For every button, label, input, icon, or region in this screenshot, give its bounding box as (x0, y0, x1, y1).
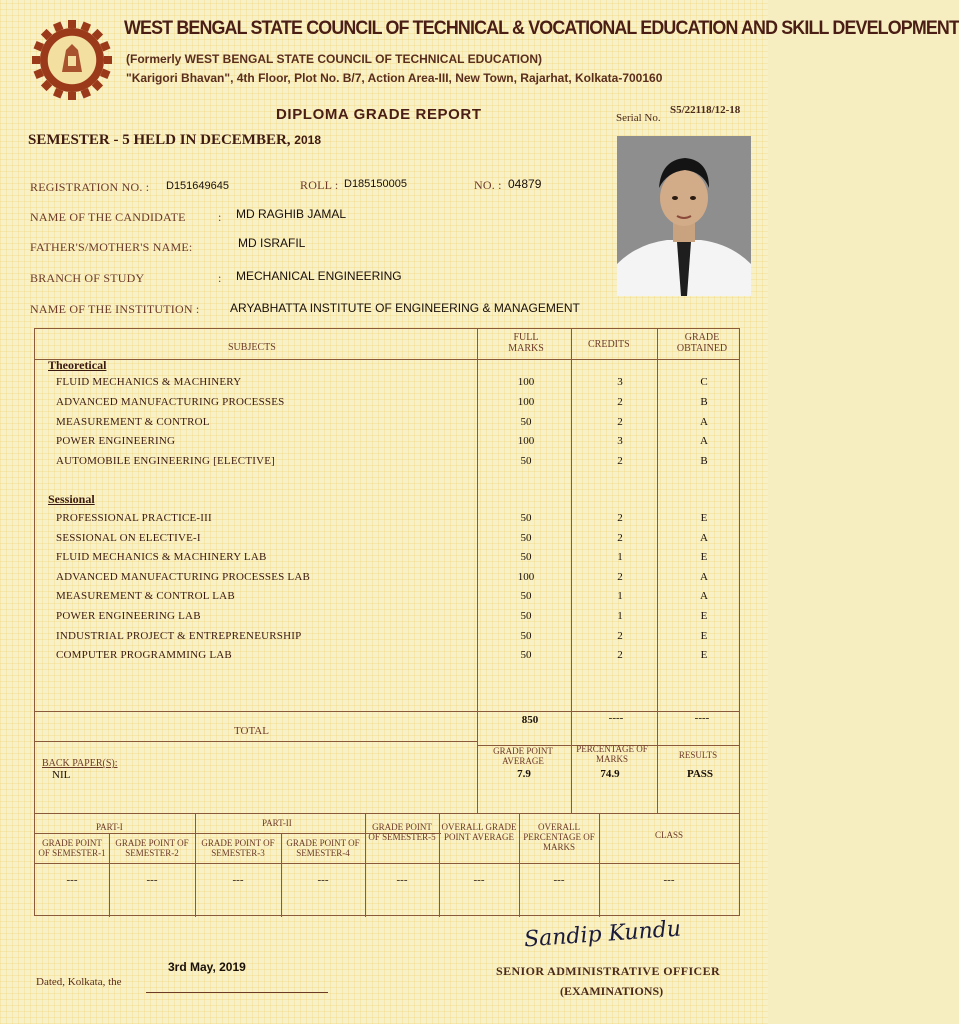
seal-cog-tooth (104, 56, 112, 64)
credits-header: CREDITS (588, 339, 630, 350)
summary-column-label: GRADE POINT OF SEMESTER-5 (368, 822, 436, 842)
grade-value: E (700, 649, 708, 662)
branch-label: BRANCH OF STUDY (30, 271, 145, 285)
no-label: NO. : (474, 178, 502, 192)
grade-value: E (700, 629, 708, 642)
officer-title: SENIOR ADMINISTRATIVE OFFICER (496, 964, 721, 978)
gpa-label: GRADE POINT AVERAGE (493, 746, 553, 766)
no-value: 04879 (508, 177, 542, 191)
subject-name: FLUID MECHANICS & MACHINERY LAB (56, 551, 267, 564)
subject-name: SESSIONAL ON ELECTIVE-I (56, 531, 201, 544)
council-address: "Karigori Bhavan", 4th Floor, Plot No. B/7, Action Area-III, New Town, Rajarhat, Kolkata-700160 (126, 71, 663, 85)
grade-value: E (700, 551, 708, 564)
grade-obtained-header: GRADE OBTAINED (676, 332, 728, 354)
col-rule-credits (571, 329, 572, 813)
grade-value: B (700, 395, 708, 408)
credits-value: 1 (617, 610, 623, 622)
grade-value: E (700, 512, 708, 524)
colon: : (218, 271, 222, 285)
colon: : (218, 210, 222, 224)
institution-value: ARYABHATTA INSTITUTE OF ENGINEERING & MANAGEMENT (230, 301, 580, 315)
percentage-value: 74.9 (600, 768, 620, 780)
council-seal-logo (28, 16, 116, 104)
full-marks-value: 50 (520, 649, 532, 662)
credits-value: 1 (617, 551, 623, 564)
summary-column-label: OVERALL PERCENTAGE OF MARKS (523, 822, 595, 852)
grade-value: B (700, 455, 708, 468)
summary-column-value: --- (396, 874, 408, 886)
full-marks-value: 100 (517, 435, 535, 448)
results-label: RESULTS (678, 750, 718, 760)
back-paper-rule (35, 741, 477, 742)
full-marks-value: 50 (520, 415, 532, 428)
grade-value: A (700, 570, 708, 583)
sessional-heading: Sessional (48, 492, 95, 506)
percentage-label: PERCENTAGE OF MARKS (576, 744, 648, 764)
issue-date: 3rd May, 2019 (168, 960, 246, 974)
credits-value: 3 (617, 435, 623, 448)
summary-top-rule (35, 813, 739, 814)
full-marks-header: FULL MARKS (508, 332, 544, 354)
registration-label: REGISTRATION NO. : (30, 180, 150, 194)
full-marks-value: 50 (520, 512, 532, 524)
seal-cog-tooth (32, 56, 40, 64)
seal-cog-tooth (68, 20, 76, 28)
semester-text: SEMESTER - 5 HELD IN DECEMBER, (28, 132, 291, 148)
summary-column-value: --- (317, 874, 329, 886)
credits-value: 2 (617, 570, 623, 583)
candidate-name-label: NAME OF THE CANDIDATE (30, 210, 186, 224)
subject-name: POWER ENGINEERING (56, 435, 176, 448)
theoretical-heading: Theoretical (48, 358, 107, 372)
summary-column-value: --- (146, 874, 158, 886)
officer-department: (EXAMINATIONS) (560, 984, 664, 998)
credits-value: 2 (617, 415, 623, 428)
grade-value: A (700, 435, 708, 448)
credits-value: 3 (617, 376, 623, 388)
full-marks-value: 50 (520, 629, 532, 642)
total-label: TOTAL (234, 725, 269, 737)
summary-column-label: GRADE POINT OF SEMESTER-4 (286, 838, 360, 858)
dated-label: Dated, Kolkata, the (36, 976, 122, 988)
summary-column-label: GRADE POINT OF SEMESTER-3 (201, 838, 275, 858)
results-value: PASS (686, 768, 714, 780)
subject-name: PROFESSIONAL PRACTICE-III (56, 512, 212, 524)
roll-number: D185150005 (344, 178, 408, 190)
credits-value: 2 (617, 455, 623, 468)
part-2-label: PART-II (262, 818, 292, 828)
summary-column-value: --- (66, 874, 78, 886)
credits-value: 2 (617, 395, 623, 408)
candidate-photo (617, 136, 751, 296)
semester-year: 2018 (294, 133, 321, 147)
summary-rule-7 (599, 813, 600, 917)
full-marks-value: 50 (520, 551, 532, 564)
grade-value: C (700, 376, 708, 388)
subject-name: MEASUREMENT & CONTROL LAB (56, 590, 235, 603)
summary-column-value: --- (473, 874, 485, 886)
full-marks-value: 100 (517, 395, 535, 408)
grade-value: A (700, 415, 708, 428)
col-rule-grade (657, 329, 658, 813)
subject-name: POWER ENGINEERING LAB (56, 610, 201, 622)
council-name: WEST BENGAL STATE COUNCIL OF TECHNICAL & VOCATIONAL EDUCATION AND SKILL DEVELOPMENT (124, 18, 959, 39)
full-marks-value: 100 (517, 570, 535, 583)
seal-cog-tooth (68, 92, 76, 100)
credits-value: 2 (617, 629, 623, 642)
officer-signature: Sandip Kundu (523, 916, 682, 953)
roll-label: ROLL : (300, 178, 339, 192)
registration-number: D151649645 (166, 180, 230, 192)
grade-value: A (700, 531, 708, 544)
gpa-value: 7.9 (517, 768, 531, 780)
subjects-header: SUBJECTS (228, 342, 276, 353)
credits-value: 2 (617, 512, 623, 524)
report-title: DIPLOMA GRADE REPORT (276, 106, 482, 123)
summary-column-label: GRADE POINT OF SEMESTER-1 (38, 838, 106, 858)
parent-name: MD ISRAFIL (238, 236, 306, 250)
subject-name: MEASUREMENT & CONTROL (56, 415, 210, 428)
branch-value: MECHANICAL ENGINEERING (236, 269, 402, 283)
credits-value: 1 (617, 590, 623, 603)
part-1-label: PART-I (96, 822, 123, 832)
credits-value: 2 (617, 531, 623, 544)
full-marks-value: 50 (520, 610, 532, 622)
subject-name: COMPUTER PROGRAMMING LAB (56, 649, 232, 662)
full-marks-value: 100 (517, 376, 535, 388)
summary-column-label: OVERALL GRADE POINT AVERAGE (441, 822, 517, 842)
full-marks-value: 50 (520, 590, 532, 603)
summary-column-label: CLASS (654, 830, 683, 840)
total-marks: 850 (521, 714, 539, 726)
candidate-photo-image (617, 136, 751, 296)
full-marks-value: 50 (520, 531, 532, 544)
subject-name: FLUID MECHANICS & MACHINERY (56, 376, 242, 388)
parent-name-label: FATHER'S/MOTHER'S NAME: (30, 240, 193, 254)
total-grade: ---- (694, 712, 710, 724)
subject-name: ADVANCED MANUFACTURING PROCESSES LAB (56, 570, 311, 583)
summary-column-value: --- (663, 874, 675, 886)
summary-header-rule (35, 863, 739, 864)
subject-name: ADVANCED MANUFACTURING PROCESSES (56, 395, 285, 408)
summary-rule-2 (195, 813, 196, 917)
summary-column-value: --- (232, 874, 244, 886)
grade-value: A (700, 590, 708, 603)
candidate-name: MD RAGHIB JAMAL (236, 207, 347, 221)
date-underline (146, 992, 328, 993)
header-rule (35, 359, 739, 360)
summary-column-label: GRADE POINT OF SEMESTER-2 (115, 838, 189, 858)
semester-heading (28, 132, 321, 149)
grade-value: E (700, 610, 708, 622)
serial-number: S5/22118/12-18 (670, 104, 741, 116)
back-paper-value: NIL (52, 769, 71, 781)
full-marks-value: 50 (520, 455, 532, 468)
subject-name: INDUSTRIAL PROJECT & ENTREPRENEURSHIP (56, 629, 302, 642)
total-credits: ---- (608, 712, 624, 724)
col-rule-marks (477, 329, 478, 813)
subject-name: AUTOMOBILE ENGINEERING [ELECTIVE] (56, 455, 276, 468)
back-paper-label: BACK PAPER(S): (42, 758, 118, 769)
institution-label: NAME OF THE INSTITUTION : (30, 302, 200, 316)
council-formerly: (Formerly WEST BENGAL STATE COUNCIL OF TECHNICAL EDUCATION) (126, 52, 543, 66)
summary-column-value: --- (553, 874, 565, 886)
serial-label: Serial No. (616, 112, 661, 124)
credits-value: 2 (617, 649, 623, 662)
